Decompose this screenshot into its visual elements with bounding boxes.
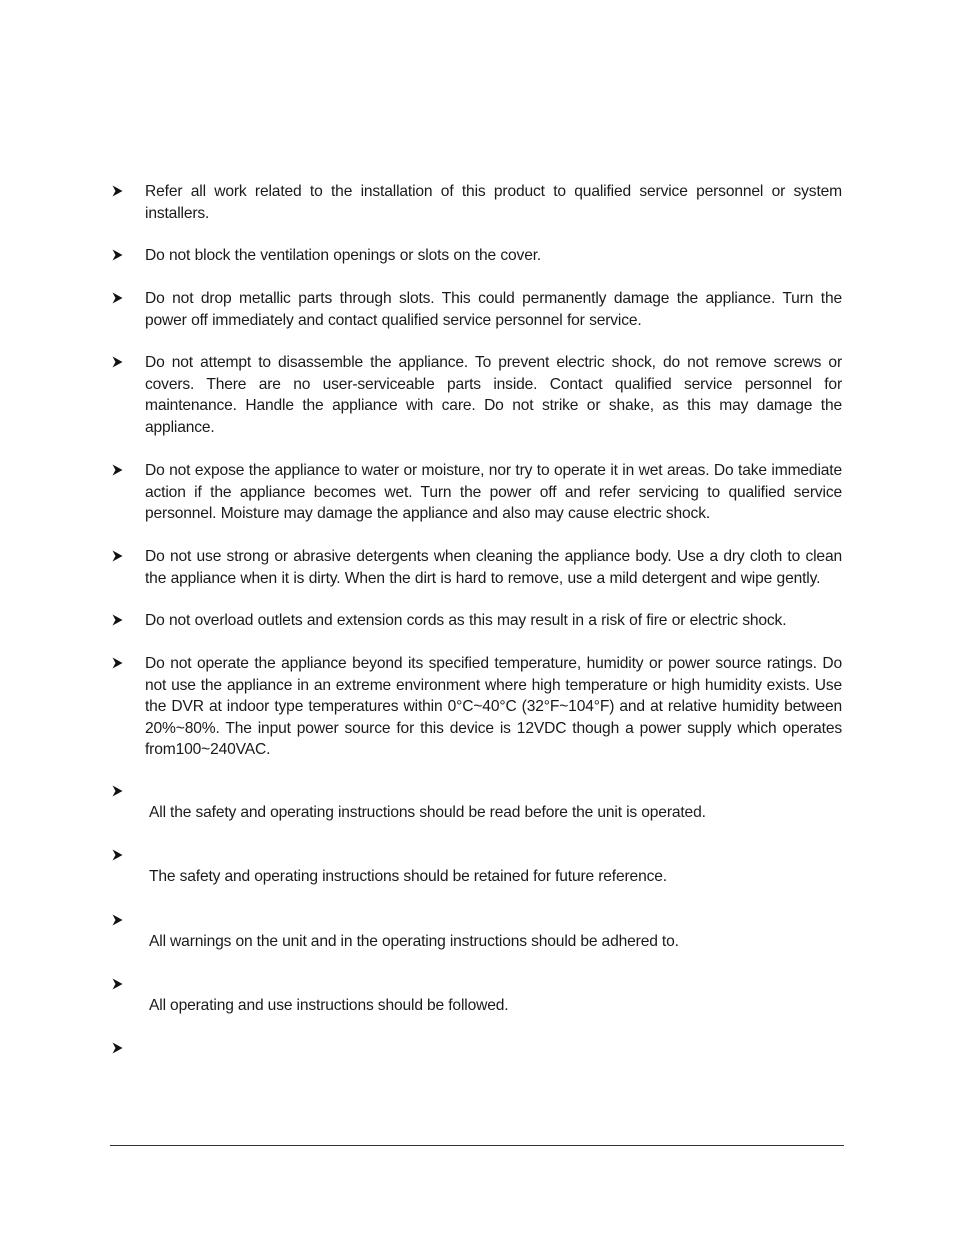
safety-item-ventilation: [112, 245, 842, 267]
arrowhead-bullet-icon: [112, 288, 128, 308]
arrowhead-bullet-icon: [112, 460, 128, 480]
arrowhead-bullet-icon: [112, 653, 128, 673]
instruction-item-read: [112, 781, 842, 831]
safety-item-disassemble: [112, 352, 842, 438]
safety-item-text: Do not block the ventilation openings or slots on the cover.: [145, 247, 542, 264]
arrowhead-bullet-icon: [112, 910, 128, 930]
instruction-item-text: The safety and operating instructions should be retained for future reference.: [149, 868, 667, 885]
safety-item-metallic-parts: [112, 288, 842, 331]
safety-item-overload: [112, 610, 842, 632]
safety-item-moisture: [112, 460, 842, 525]
arrowhead-bullet-icon: [112, 845, 128, 865]
arrowhead-bullet-icon: [112, 352, 128, 372]
safety-item-text: Do not attempt to disassemble the appliance. To prevent electric shock, do not remove screws or covers. There are no user-serviceable parts inside. Contact qualified service personnel for maintenance. Handle the appliance with care. Do not strike or shake, as this may damage the appliance.: [145, 354, 842, 436]
arrowhead-bullet-icon: [112, 781, 128, 801]
footer-divider: [110, 1145, 844, 1146]
safety-item-text: Do not use strong or abrasive detergents when cleaning the appliance body. Use a dry cloth to clean the appliance when it is dirty. When the dirt is hard to remove, use a mild detergent and wipe gently.: [145, 548, 842, 587]
instruction-item-text: All warnings on the unit and in the operating instructions should be adhered to.: [149, 933, 679, 950]
safety-item-text: Do not expose the appliance to water or moisture, nor try to operate it in wet areas. Do take immediate action if the appliance becomes wet. Turn the power off and refer servicing to qualified service personnel. Moisture may damage the appliance and also may cause electric shock.: [145, 462, 842, 523]
safety-item-text: Do not operate the appliance beyond its specified temperature, humidity or power source ratings. Do not use the appliance in an extreme environment where high temperature or high humidity exists. Use the DVR at indoor type temperatures within 0°C~40°C (32°F~104°F) and at relative humidity between 20%~80%. The input power source for this device is 12VDC though a power supply which operates from100~240VAC.: [145, 655, 842, 759]
instruction-item-text: All operating and use instructions should be followed.: [149, 997, 509, 1014]
arrowhead-bullet-icon: [112, 974, 128, 994]
instruction-item-empty: [112, 1038, 842, 1088]
arrowhead-bullet-icon: [112, 181, 128, 201]
arrowhead-bullet-icon: [112, 245, 128, 265]
arrowhead-bullet-icon: [112, 546, 128, 566]
safety-item-detergents: [112, 546, 842, 589]
instruction-item-text: All the safety and operating instructions should be read before the unit is operated.: [149, 804, 706, 821]
instruction-item-follow: [112, 974, 842, 1024]
arrowhead-bullet-icon: [112, 610, 128, 630]
instruction-item-retain: [112, 845, 842, 895]
safety-item-text: Do not overload outlets and extension cords as this may result in a risk of fire or electric shock.: [145, 612, 787, 629]
safety-item-ratings: [112, 653, 842, 761]
safety-item-text: Refer all work related to the installation of this product to qualified service personnel or system installers.: [145, 183, 842, 222]
safety-item-text: Do not drop metallic parts through slots. This could permanently damage the appliance. Turn the power off immediately and contact qualified service personnel for service.: [145, 290, 842, 329]
safety-item-installation: [112, 181, 842, 224]
arrowhead-bullet-icon: [112, 1038, 128, 1058]
instruction-item-warnings: [112, 910, 842, 960]
